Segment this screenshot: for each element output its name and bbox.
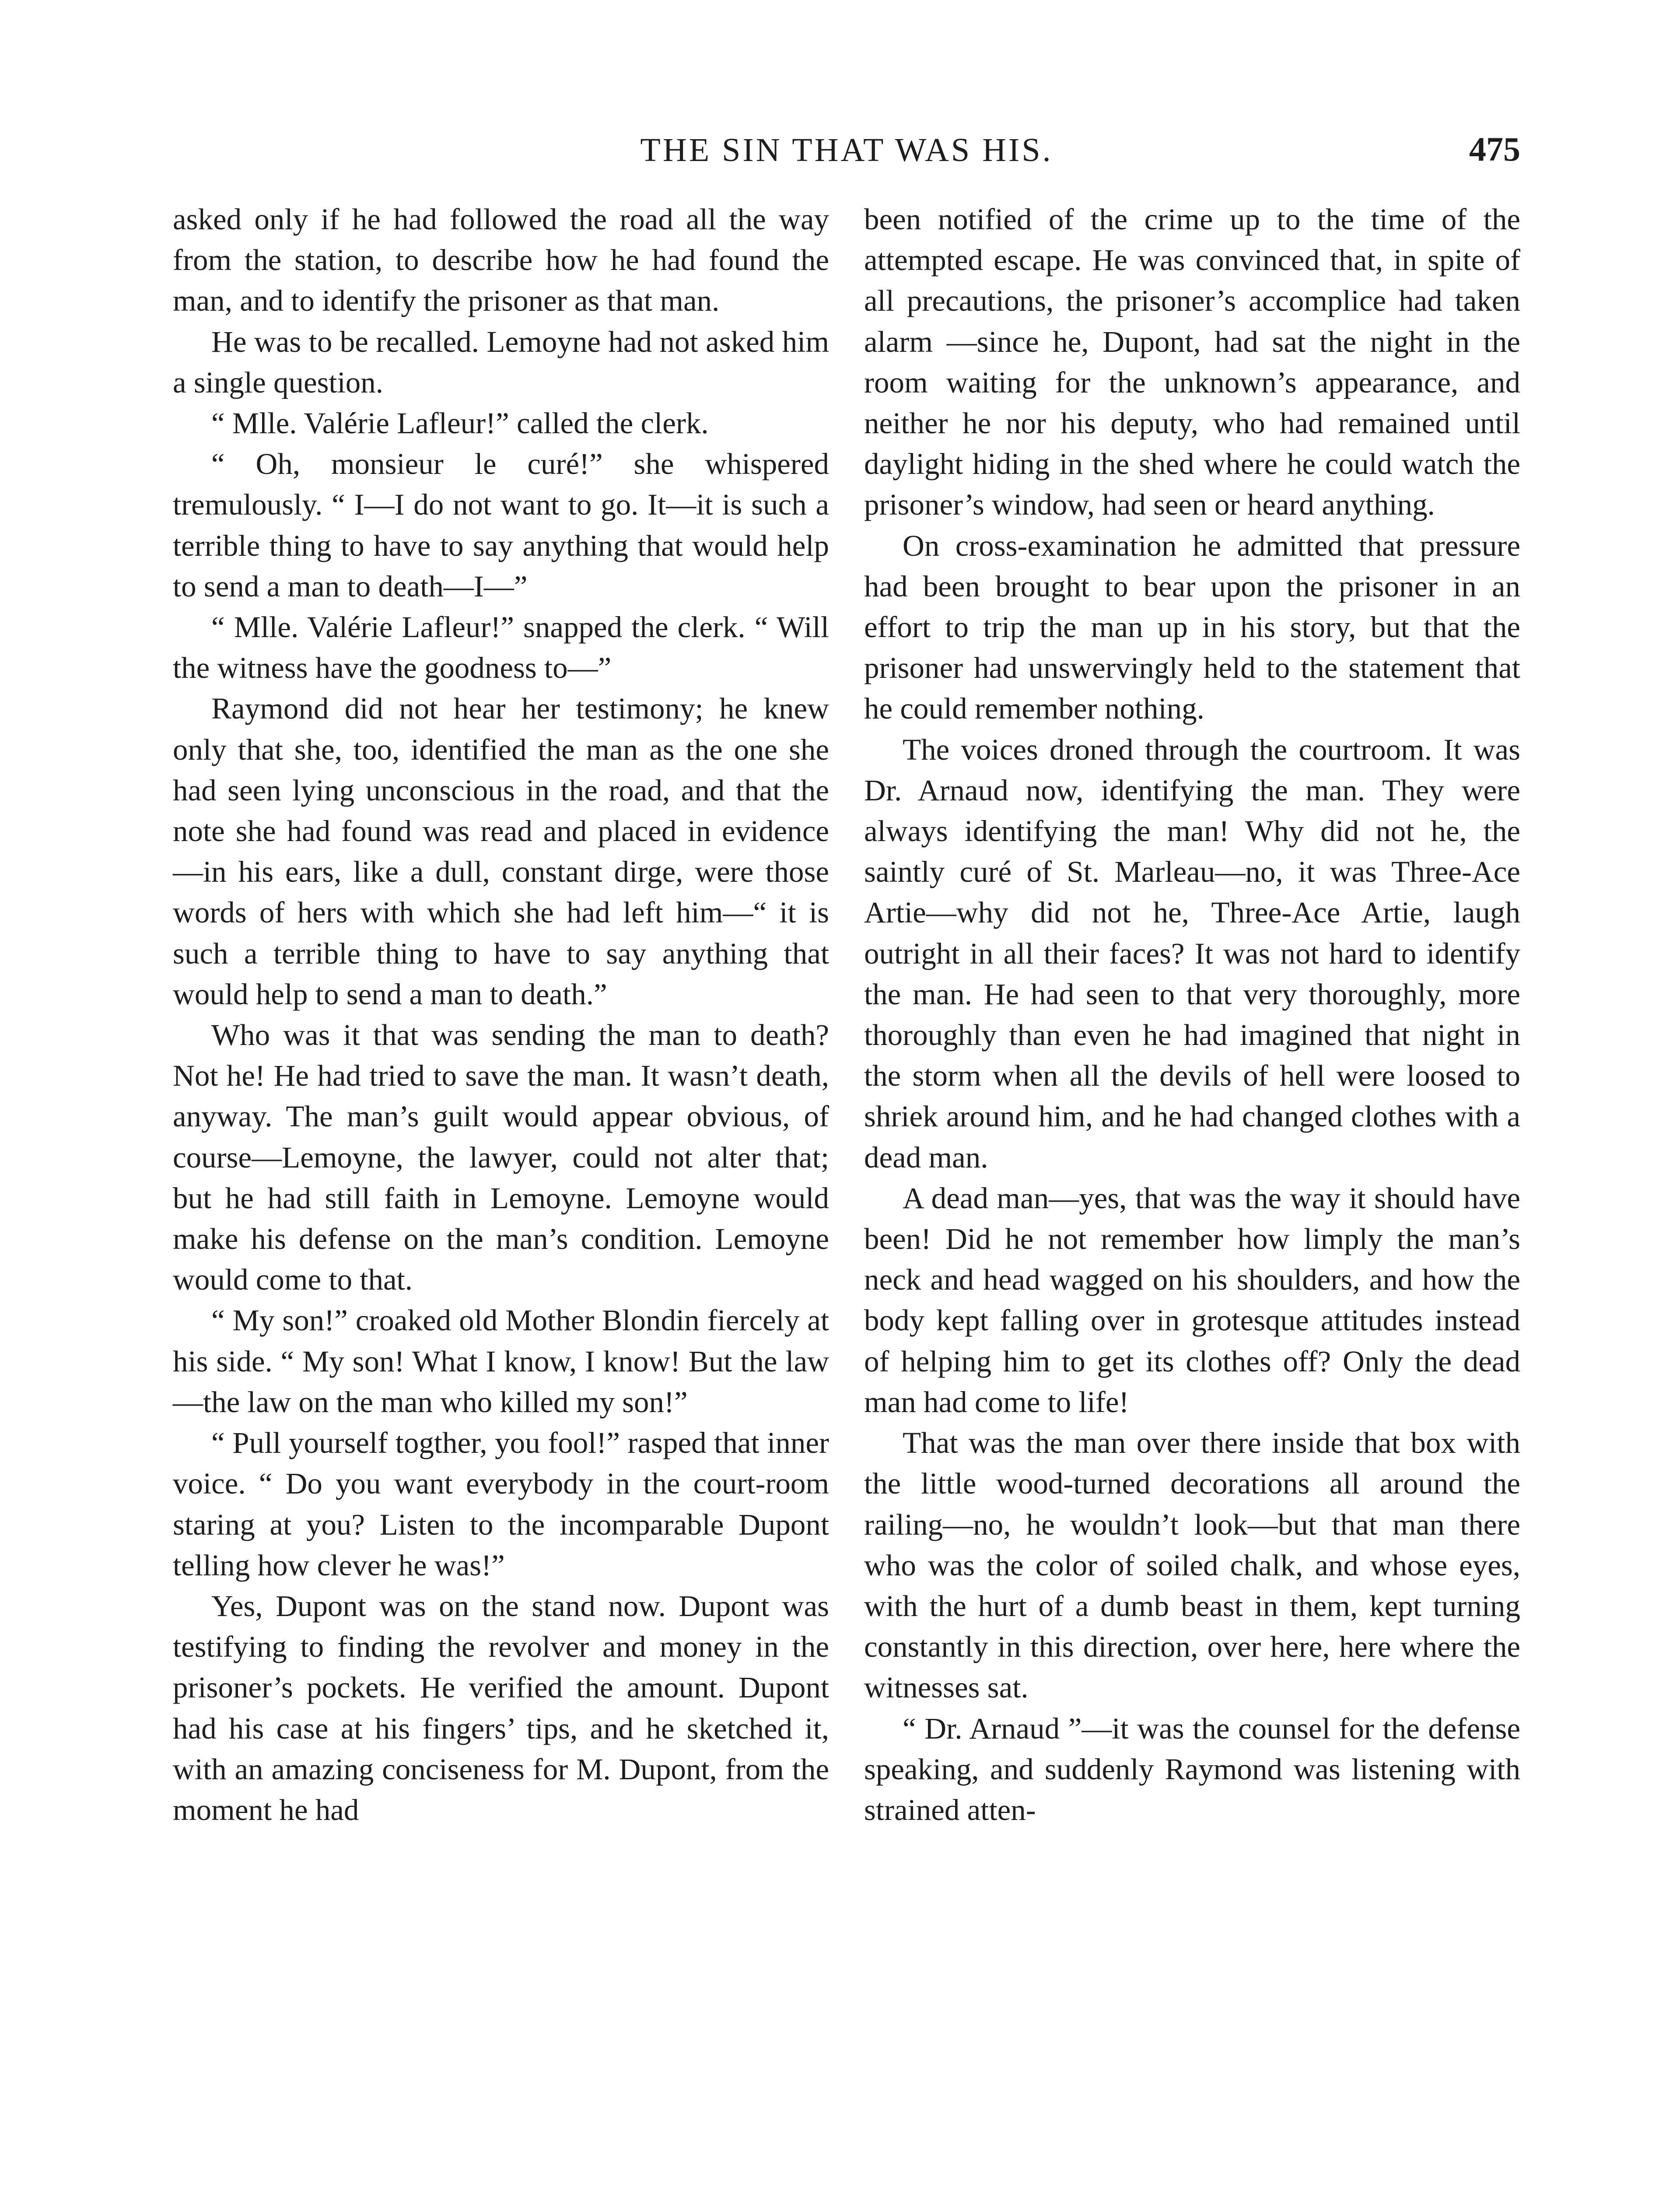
- running-title: THE SIN THAT WAS HIS.: [640, 132, 1053, 168]
- paragraph: “ Oh, monsieur le curé!” she whispered tremulously. “ I—I do not want to go. It—it is such a terrible thing to have to say anything that would help to send a man to death—I—”: [173, 447, 829, 603]
- paragraph: “ My son!” croaked old Mother Blondin fiercely at his side. “ My son! What I know, I know! But the law—the law on the man who killed my son!”: [173, 1304, 829, 1419]
- paragraph: Raymond did not hear her testimony; he knew only that she, too, identified the man as the one she had seen lying unconscious in the road, and that the note she had found was read and placed in evidence—in his ears, like a dull, constant dirge, were those words of hers with which she had left him—“ it is such a terrible thing to have to say anything that would help to send a man to death.”: [173, 692, 829, 1011]
- paragraph: “ Mlle. Valérie Lafleur!” snapped the clerk. “ Will the witness have the goodness to—”: [173, 610, 829, 685]
- paragraph: been notified of the crime up to the time of the attempted escape. He was convinced that, in spite of all precautions, the prisoner’s accomplice had taken alarm —since he, Dupont, had sat the night in the room waiting for the unknown’s appearance, and neither he nor his deputy, who had remained until daylight hiding in the shed where he could watch the prisoner’s window, had seen or heard anything.: [864, 203, 1520, 522]
- paragraph: asked only if he had followed the road all the way from the station, to describe how he had found the man, and to identify the prisoner as that man.: [173, 203, 829, 318]
- paragraph: A dead man—yes, that was the way it should have been! Did he not remember how limply the man’s neck and head wagged on his shoulders, and how the body kept falling over in grotesque attitudes instead of helping him to get its clothes off? Only the dead man had come to life!: [864, 1181, 1520, 1419]
- paragraph: He was to be recalled. Lemoyne had not asked him a single question.: [173, 325, 829, 399]
- page-header: [173, 131, 1520, 179]
- paragraph: The voices droned through the courtroom. It was Dr. Arnaud now, identifying the man. They were always identifying the man! Why did not he, the saintly curé of St. Marleau—no, it was Three-Ace Artie—why did not he, Three-Ace Artie, laugh outright in all their faces? It was not hard to identify the man. He had seen to that very thoroughly, more thoroughly than even he had imagined that night in the storm when all the devils of hell were loosed to shriek around him, and he had changed clothes with a dead man.: [864, 733, 1520, 1174]
- right-column: [864, 199, 1520, 1830]
- paragraph: Who was it that was sending the man to death? Not he! He had tried to save the man. It wasn’t death, anyway. The man’s guilt would appear obvious, of course—Lemoyne, the lawyer, could not alter that; but he had still faith in Lemoyne. Lemoyne would make his defense on the man’s condition. Lemoyne would come to that.: [173, 1018, 829, 1297]
- paragraph: Yes, Dupont was on the stand now. Dupont was testifying to finding the revolver and money in the prisoner’s pockets. He verified the amount. Dupont had his case at his fingers’ tips, and he sketched it, with an amazing conciseness for M. Dupont, from the moment he had: [173, 1589, 829, 1827]
- paragraph: “ Pull yourself togther, you fool!” rasped that inner voice. “ Do you want everybody in the court-room staring at you? Listen to the incomparable Dupont telling how clever he was!”: [173, 1426, 829, 1582]
- paragraph: On cross-examination he admitted that pressure had been brought to bear upon the prisoner in an effort to trip the man up in his story, but that the prisoner had unswervingly held to the statement that he could remember nothing.: [864, 529, 1520, 726]
- paragraph: “ Dr. Arnaud ”—it was the counsel for the defense speaking, and suddenly Raymond was listening with strained atten-: [864, 1711, 1520, 1827]
- left-column: [173, 199, 829, 1830]
- paragraph: That was the man over there inside that box with the little wood-turned decorations all around the railing—no, he wouldn’t look—but that man there who was the color of soiled chalk, and whose eyes, with the hurt of a dumb beast in them, kept turning constantly in this direction, over here, here where the witnesses sat.: [864, 1426, 1520, 1704]
- paragraph: “ Mlle. Valérie Lafleur!” called the clerk.: [211, 407, 709, 440]
- page-number: 475: [1469, 130, 1520, 168]
